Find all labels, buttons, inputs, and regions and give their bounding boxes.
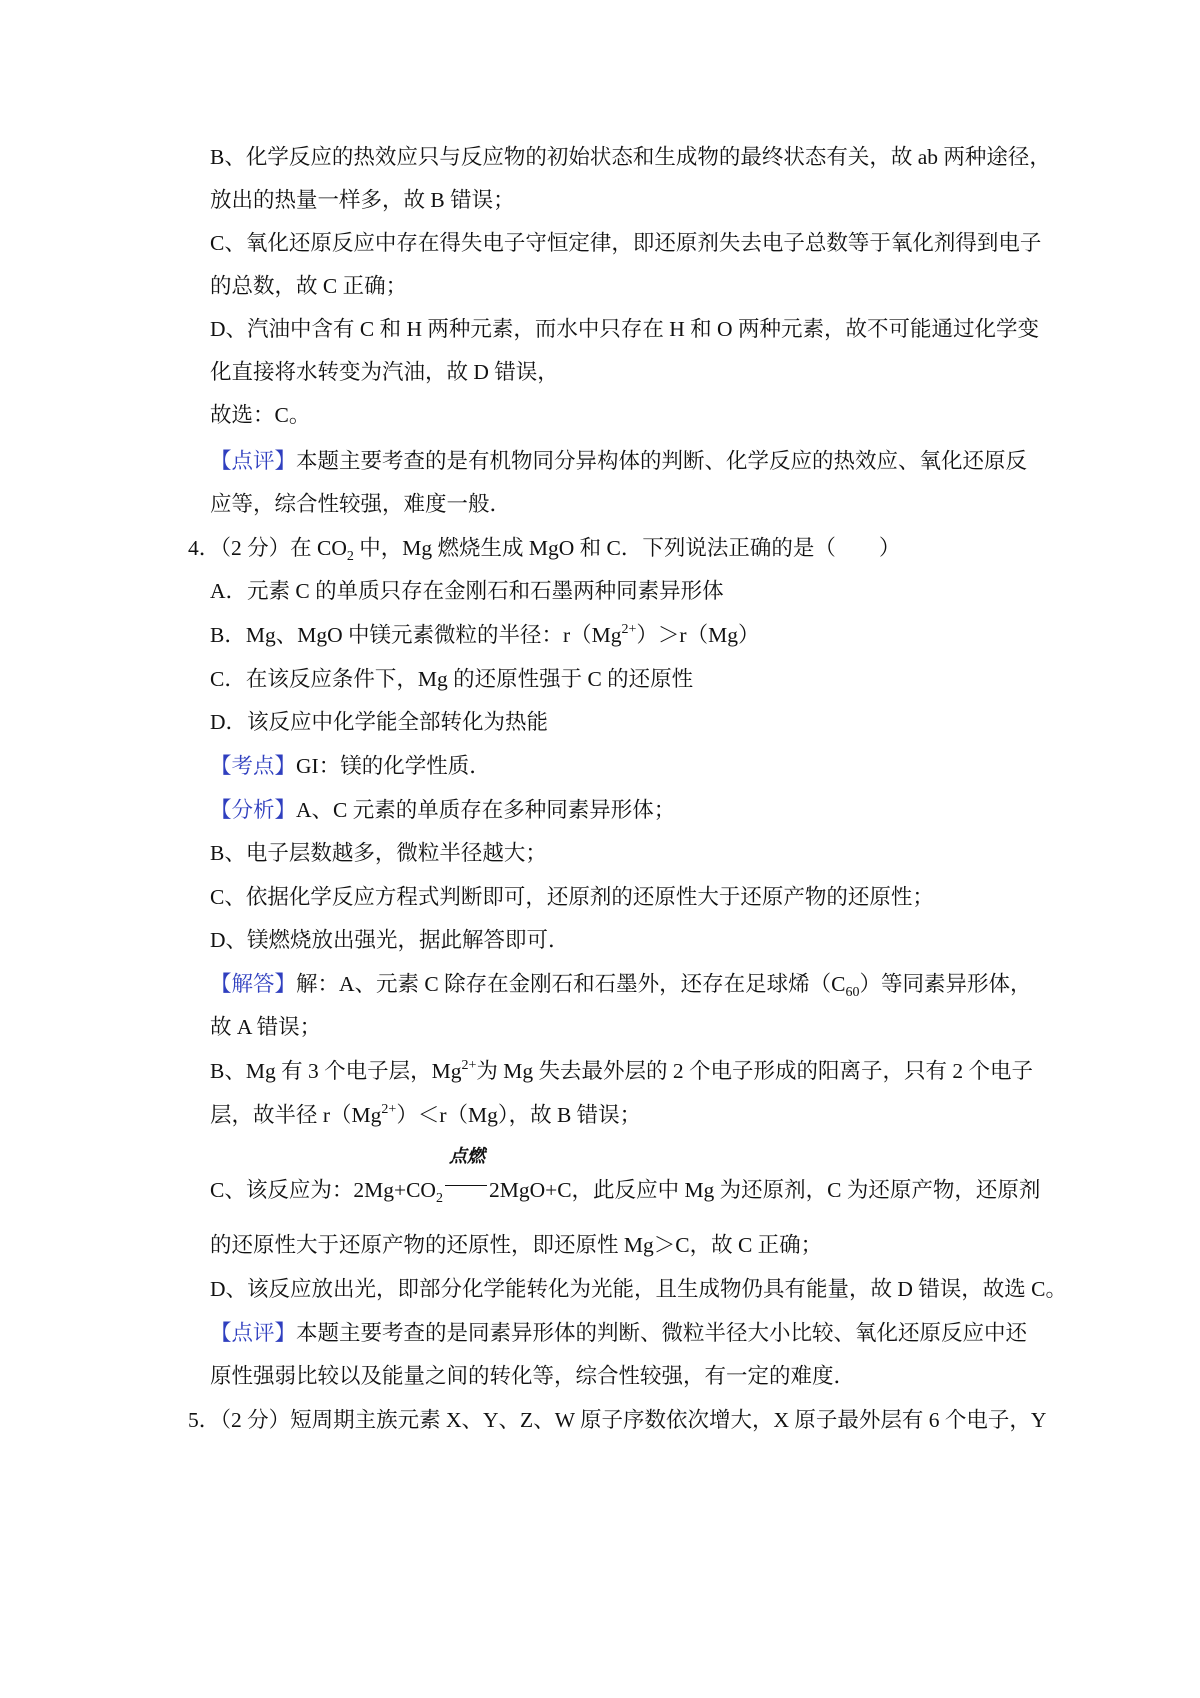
option-text: B．Mg、MgO 中镁元素微粒的半径：r（Mg — [210, 623, 622, 647]
subscript: 2 — [435, 1191, 443, 1206]
question-5: 5．（2 分）短周期主族元素 X、Y、Z、W 原子序数依次增大，X 原子最外层有 6 个电子，Y — [188, 1408, 1047, 1432]
superscript: 2+ — [381, 1102, 397, 1117]
answer-text: 解：A、元素 C 除存在金刚石和石墨外，还存在足球烯（C — [296, 972, 846, 996]
equation-line — [210, 1146, 1041, 1206]
text-line: 的还原性大于还原产物的还原性，即还原性 Mg＞C，故 C 正确； — [210, 1233, 823, 1257]
answer-text: 为 Mg 失去最外层的 2 个电子形成的阳离子，只有 2 个电子 — [476, 1059, 1033, 1083]
text-line: B、化学反应的热效应只与反应物的初始状态和生成物的最终状态有关，故 ab 两种途径， — [210, 145, 1051, 169]
key-point-line — [210, 751, 491, 781]
review-tag: 【点评】 — [210, 449, 297, 473]
superscript: 2+ — [621, 622, 637, 637]
answer-text: C、该反应为：2Mg+CO — [210, 1178, 436, 1202]
subscript: 2 — [346, 549, 354, 564]
answer-text: ）＜r（Mg），故 B 错误； — [396, 1103, 642, 1127]
review-line — [210, 1318, 1027, 1348]
reaction-arrow — [443, 1146, 489, 1195]
subscript: 60 — [845, 985, 860, 1000]
option-b — [210, 620, 759, 650]
option-c: C．在该反应条件下，Mg 的还原性强于 C 的还原性 — [210, 667, 694, 691]
analysis-tag: 【分析】 — [210, 798, 297, 822]
question-text: 中，Mg 燃烧生成 MgO 和 C．下列说法正确的是（ ） — [353, 536, 901, 560]
text-line: 应等，综合性较强，难度一般． — [210, 492, 512, 516]
text-line: C、氧化还原反应中存在得失电子守恒定律，即还原剂失去电子总数等于氧化剂得到电子 — [210, 231, 1042, 255]
option-d: D．该反应中化学能全部转化为热能 — [210, 710, 549, 734]
answer-text: 2MgO+C，此反应中 Mg 为还原剂，C 为还原产物，还原剂 — [488, 1178, 1041, 1202]
text-line: 故选：C。 — [210, 403, 311, 427]
text-line: B、电子层数越多，微粒半径越大； — [210, 841, 547, 865]
text-line: D、汽油中含有 C 和 H 两种元素，而水中只存在 H 和 O 两种元素，故不可能通过化学变 — [210, 317, 1039, 341]
option-a: A．元素 C 的单质只存在金刚石和石墨两种同素异形体 — [210, 579, 724, 603]
text-line: D、镁燃烧放出强光，据此解答即可． — [210, 928, 570, 952]
text-line — [210, 1100, 641, 1130]
answer-tag: 【解答】 — [210, 972, 297, 996]
analysis-line — [210, 795, 675, 825]
text-line: 故 A 错误； — [210, 1015, 322, 1039]
answer-text: 层，故半径 r（Mg — [210, 1103, 382, 1127]
analysis-text: A、C 元素的单质存在多种同素异形体； — [296, 798, 676, 822]
text-line: D、该反应放出光，即部分化学能转化为光能，且生成物仍具有能量，故 D 错误，故选 C。 — [210, 1277, 1068, 1301]
text-line — [210, 1056, 1033, 1086]
review-line — [210, 446, 1027, 476]
text-line: C、依据化学反应方程式判断即可，还原剂的还原性大于还原产物的还原性； — [210, 885, 934, 909]
text-line: 化直接将水转变为汽油，故 D 错误， — [210, 360, 559, 384]
key-point-text: GI：镁的化学性质． — [296, 754, 491, 778]
answer-text: B、Mg 有 3 个电子层，Mg — [210, 1059, 462, 1083]
superscript: 2+ — [461, 1058, 477, 1073]
key-point-tag: 【考点】 — [210, 754, 297, 778]
answer-text: ）等同素异形体， — [859, 972, 1032, 996]
question-text: 4．（2 分）在 CO — [188, 536, 347, 560]
answer-line — [210, 969, 1032, 999]
option-text: ）＞r（Mg） — [636, 623, 760, 647]
text-line: 的总数，故 C 正确； — [210, 274, 408, 298]
review-tag: 【点评】 — [210, 1321, 297, 1345]
review-text: 本题主要考查的是有机物同分异构体的判断、化学反应的热效应、氧化还原反 — [296, 449, 1028, 473]
question-4 — [188, 533, 900, 563]
text-line: 原性强弱比较以及能量之间的转化等，综合性较强，有一定的难度． — [210, 1364, 856, 1388]
text-line: 放出的热量一样多，故 B 错误； — [210, 188, 515, 212]
review-text: 本题主要考查的是同素异形体的判断、微粒半径大小比较、氧化还原反应中还 — [296, 1321, 1028, 1345]
reaction-condition: 点燃 — [448, 1146, 485, 1166]
